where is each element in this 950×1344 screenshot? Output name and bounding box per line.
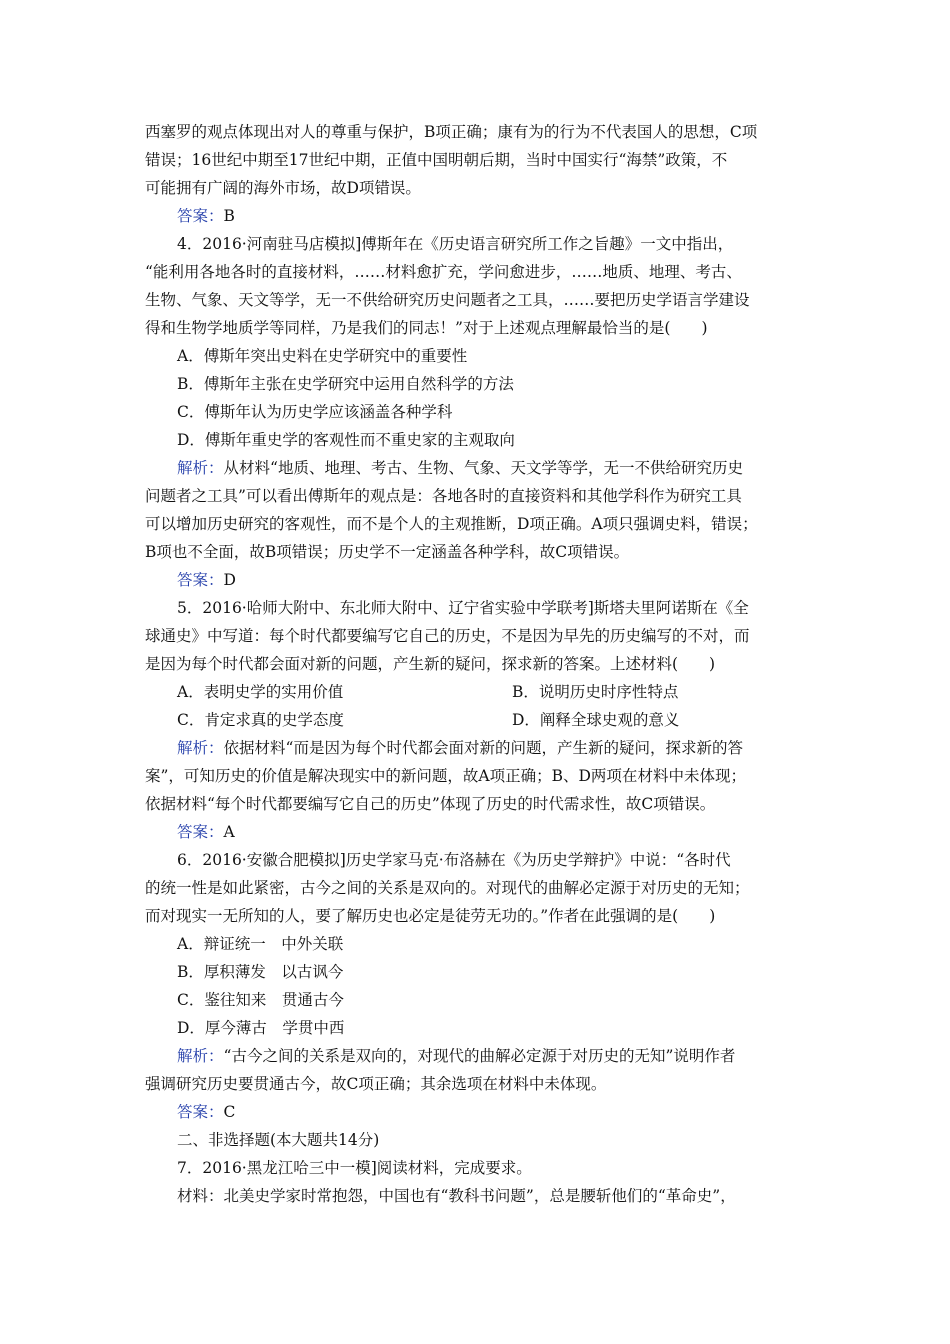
q4-option-a: A．傅斯年突出史料在史学研究中的重要性 [177,347,468,365]
q5-answer [177,822,810,842]
q6-stem-line-3: 而对现实一无所知的人，要了解历史也必定是徒劳无功的。”作者在此强调的是( ) [145,907,716,925]
q6-stem-line-2: 的统一性是如此紧密，古今之间的关系是双向的。对现代的曲解必定源于对历史的无知； [145,879,750,897]
q6-answer [177,1102,810,1122]
q4-answer [177,570,810,590]
answer-label: 答案： [177,207,224,225]
intro-line-1: 西塞罗的观点体现出对人的尊重与保护，B项正确；康有为的行为不代表国人的思想，C项 [145,123,758,141]
q4-option-c: C．傅斯年认为历史学应该涵盖各种学科 [177,403,453,421]
q4-option-d: D．傅斯年重史学的客观性而不重史家的主观取向 [177,431,515,449]
q5-stem-line-1: 5．2016·哈师大附中、东北师大附中、辽宁省实验中学联考]斯塔夫里阿诺斯在《全 [177,599,749,617]
q4-stem-line-1: 4．2016·河南驻马店模拟]傅斯年在《历史语言研究所工作之旨趣》一文中指出， [177,235,734,253]
answer-label: 答案： [177,571,224,589]
q6-option-a: A．辩证统一 中外关联 [177,935,344,953]
answer-value: A [223,823,235,841]
q4-stem-line-3: 生物、气象、天文等学，无一不供给研究历史问题者之工具，……要把历史学语言学建设 [145,291,750,309]
q7-material-line-1: 材料：北美史学家时常抱怨，中国也有“教科书问题”，总是腰斩他们的“革命史”， [177,1187,736,1205]
q5-option-c: C．肯定求真的史学态度 [177,711,344,729]
analysis-label: 解析： [177,739,224,757]
q5-analysis-line-3: 依据材料“每个时代都要编写它自己的历史”体现了历史的时代需求性，故C项错误。 [145,795,716,813]
q6-option-d: D．厚今薄古 学贯中西 [177,1019,345,1037]
analysis-label: 解析： [177,1047,224,1065]
answer-label: 答案： [177,823,224,841]
intro-answer [177,206,810,226]
q4-analysis-line-3: 可以增加历史研究的客观性，而不是个人的主观推断，D项正确。A项只强调史料，错误； [145,515,758,533]
intro-line-2: 错误；16世纪中期至17世纪中期，正值中国明朝后期，当时中国实行“海禁”政策，不 [145,151,728,169]
q6-option-b: B．厚积薄发 以古讽今 [177,963,344,981]
q4-stem-line-4: 得和生物学地质学等同样，乃是我们的同志！”对于上述观点理解最恰当的是( ) [145,319,708,337]
q4-analysis-line-4: B项也不全面，故B项错误；历史学不一定涵盖各种学科，故C项错误。 [145,543,630,561]
q5-stem-line-2: 球通史》中写道：每个时代都要编写它自己的历史，不是因为早先的历史编写的不对，而 [145,627,750,645]
q6-option-c: C．鉴往知来 贯通古今 [177,991,344,1009]
q4-analysis-line-1 [177,458,810,478]
answer-value: C [223,1103,236,1121]
q6-analysis-line-1 [177,1046,810,1066]
q5-option-a: A．表明史学的实用价值 [177,683,344,701]
q6-stem-line-1: 6．2016·安徽合肥模拟]历史学家马克·布洛赫在《为历史学辩护》中说：“各时代 [177,851,731,869]
answer-value: D [223,571,236,589]
q5-stem-line-3: 是因为每个时代都会面对新的问题，产生新的疑问，探求新的答案。上述材料( ) [145,655,716,673]
intro-line-3: 可能拥有广阔的海外市场，故D项错误。 [145,179,421,197]
q5-option-b: B．说明历史时序性特点 [512,683,679,701]
q4-analysis-line-2: 问题者之工具”可以看出傅斯年的观点是：各地各时的直接资料和其他学科作为研究工具 [145,487,742,505]
q5-analysis-line-1 [177,738,810,758]
q4-option-b: B．傅斯年主张在史学研究中运用自然科学的方法 [177,375,514,393]
analysis-text: 从材料“地质、地理、考古、生物、气象、天文学等学，无一不供给研究历史 [223,459,743,477]
q6-analysis-line-2: 强调研究历史要贯通古今，故C项正确；其余选项在材料中未体现。 [145,1075,607,1093]
analysis-text: “古今之间的关系是双向的，对现代的曲解必定源于对历史的无知”说明作者 [223,1047,736,1065]
analysis-text: 依据材料“而是因为每个时代都会面对新的问题，产生新的疑问，探求新的答 [223,739,743,757]
answer-value: B [223,207,235,225]
analysis-label: 解析： [177,459,224,477]
q5-analysis-line-2: 案”，可知历史的价值是解决现实中的新问题，故A项正确；B、D两项在材料中未体现； [145,767,746,785]
q7-stem-line-1: 7．2016·黑龙江哈三中一模]阅读材料，完成要求。 [177,1159,532,1177]
q4-stem-line-2: “能利用各地各时的直接材料，……材料愈扩充，学问愈进步，……地质、地理、考古、 [145,263,742,281]
answer-label: 答案： [177,1103,224,1121]
section-heading: 二、非选择题(本大题共14分) [177,1131,380,1149]
q5-option-d: D．阐释全球史观的意义 [512,711,680,729]
